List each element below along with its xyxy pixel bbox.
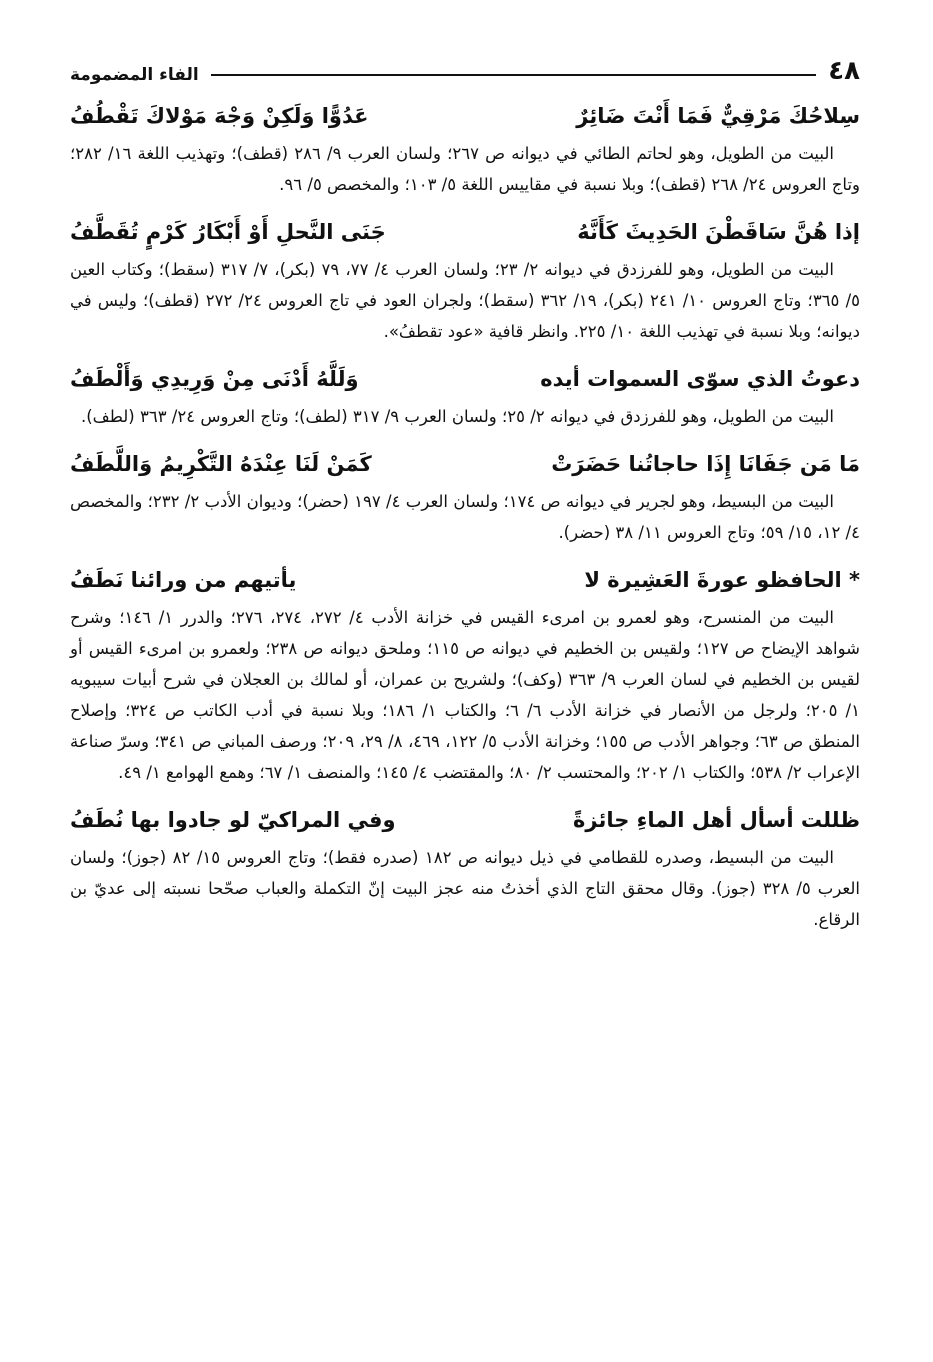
verse-second-hemistich: يأتيهم من ورائنا نَطَفُ	[70, 568, 297, 592]
verse-entry	[70, 359, 860, 432]
verse-entry	[70, 444, 860, 548]
verse-entry	[70, 560, 860, 788]
verse-second-hemistich: كَمَنْ لَنَا عِنْدَهُ التَّكْرِيمُ وَاللَّطَفُ	[70, 452, 372, 476]
verse-commentary: البيت من البسيط، وصدره للقطامي في ذيل ديوانه ص ١٨٢ (صدره فقط)؛ وتاج العروس ١٥/ ٨٢ (جوز)؛ ولسان العرب ٥/ ٣٢٨ (جوز). وقال محقق التاج الذي أخذتُ منه عجز البيت إنّ التكملة والعباب صحّحا نسبته إلى عديّ بن الرقاع.	[70, 848, 860, 929]
verse-line	[70, 359, 860, 399]
verse-second-hemistich: وَلَلَّهُ أَدْنَى مِنْ وَرِيدِي وَأَلْطَفُ	[70, 367, 359, 391]
page	[70, 48, 860, 947]
verse-entry	[70, 212, 860, 347]
verse-second-hemistich: وفي المراكيّ لو جادوا بها نُطَفُ	[70, 808, 396, 832]
verse-second-hemistich: عَدُوًّا وَلَكِنْ وَجْهَ مَوْلاكَ تَقْطُفُ	[70, 104, 369, 128]
header-rule	[211, 74, 817, 76]
verse-second-hemistich: جَنَى النَّحلِ أَوْ أَبْكَارُ كَرْمٍ تُقَطَّفُ	[70, 220, 386, 244]
verse-first-hemistich: ظللت أسأل أهل الماءِ جائزةً	[572, 808, 860, 832]
verse-commentary: البيت من المنسرح، وهو لعمرو بن امرىء القيس في خزانة الأدب ٤/ ٢٧٢، ٢٧٤، ٢٧٦؛ والدرر ١/ ١٤٦؛ وشرح شواهد الإيضاح ص ١٢٧؛ ولقيس بن الخطيم في ديوانه ص ١١٥؛ وملحق ديوانه ص ٢٣٨؛ ولعمرو بن امرىء القيس أو لقيس بن الخطيم في لسان العرب ٩/ ٣٦٣ (وكف)؛ ولشريح بن عمران، أو لمالك بن العجلان في شرح أبيات سيبويه ١/ ٢٠٥؛ ولرجل من الأنصار في خزانة الأدب ٦/ ٦؛ والكتاب ١/ ١٨٦؛ وبلا نسبة في أدب الكاتب ص ٣٢٤؛ وإصلاح المنطق ص ٦٣؛ وجواهر الأدب ص ١٥٥؛ وخزانة الأدب ٥/ ١٢٢، ٤٦٩، ٨/ ٢٩، ٢٠٩؛ ورصف المباني ص ٣٤١؛ وسرّ صناعة الإعراب ٢/ ٥٣٨؛ والكتاب ١/ ٢٠٢؛ والمحتسب ٢/ ٨٠؛ والمقتضب ٤/ ١٤٥؛ والمنصف ١/ ٦٧؛ وهمع الهوامع ١/ ٤٩.	[70, 608, 861, 782]
verse-first-hemistich: سِلاحُكَ مَرْقِيٌّ فَمَا أَنْتَ ضَائِرٌ	[576, 104, 860, 128]
verse-commentary: البيت من الطويل، وهو للفرزدق في ديوانه ٢/ ٢٣؛ ولسان العرب ٤/ ٧٧، ٧٩ (بكر)، ٧/ ٣١٧ (سقط)؛ وكتاب العين ٥/ ٣٦٥؛ وتاج العروس ١٠/ ٢٤١ (بكر)، ١٩/ ٣٦٢ (سقط)؛ ولجران العود في تاج العروس ٢٤/ ٢٧٢ (قطف)؛ وليس في ديوانه؛ وبلا نسبة في تهذيب اللغة ١٠/ ٢٢٥. وانظر قافية «عود تقطفُ».	[70, 260, 861, 341]
verse-commentary: البيت من الطويل، وهو لحاتم الطائي في ديوانه ص ٢٦٧؛ ولسان العرب ٩/ ٢٨٦ (قطف)؛ وتهذيب اللغة ١٦/ ٢٨٢؛ وتاج العروس ٢٤/ ٢٦٨ (قطف)؛ وبلا نسبة في مقاييس اللغة ٥/ ١٠٣؛ والمخصص ٥/ ٩٦.	[70, 144, 860, 194]
verse-first-hemistich: إذا هُنَّ سَاقَطْنَ الحَدِيثَ كَأَنَّهُ	[577, 220, 860, 244]
verse-commentary: البيت من البسيط، وهو لجرير في ديوانه ص ١٧٤؛ ولسان العرب ٤/ ١٩٧ (حضر)؛ وديوان الأدب ٢/ ٢٣٢؛ والمخصص ٤/ ١٢، ١٥/ ٥٩؛ وتاج العروس ١١/ ٣٨ (حضر).	[70, 492, 860, 542]
verse-line	[70, 560, 860, 600]
page-number: ٤٨	[828, 56, 860, 86]
verse-line	[70, 96, 860, 136]
chapter-title: الفاء المضمومة	[70, 65, 199, 85]
verse-line	[70, 212, 860, 252]
verse-first-hemistich: دعوتُ الذي سوّى السموات أيده	[540, 367, 860, 391]
verse-entry	[70, 800, 860, 935]
verse-commentary: البيت من الطويل، وهو للفرزدق في ديوانه ٢/ ٢٥؛ ولسان العرب ٩/ ٣١٧ (لطف)؛ وتاج العروس ٢٤/ ٣٦٣ (لطف).	[80, 407, 834, 426]
verse-entry	[70, 96, 860, 200]
running-head	[70, 48, 860, 84]
verse-line	[70, 444, 860, 484]
verse-line	[70, 800, 860, 840]
verse-first-hemistich: * الحافظو عورةَ العَشِيرة لا	[584, 568, 860, 592]
verse-first-hemistich: مَا مَن جَفَانَا إِذَا حاجاتُنا حَضَرَتْ	[551, 452, 860, 476]
